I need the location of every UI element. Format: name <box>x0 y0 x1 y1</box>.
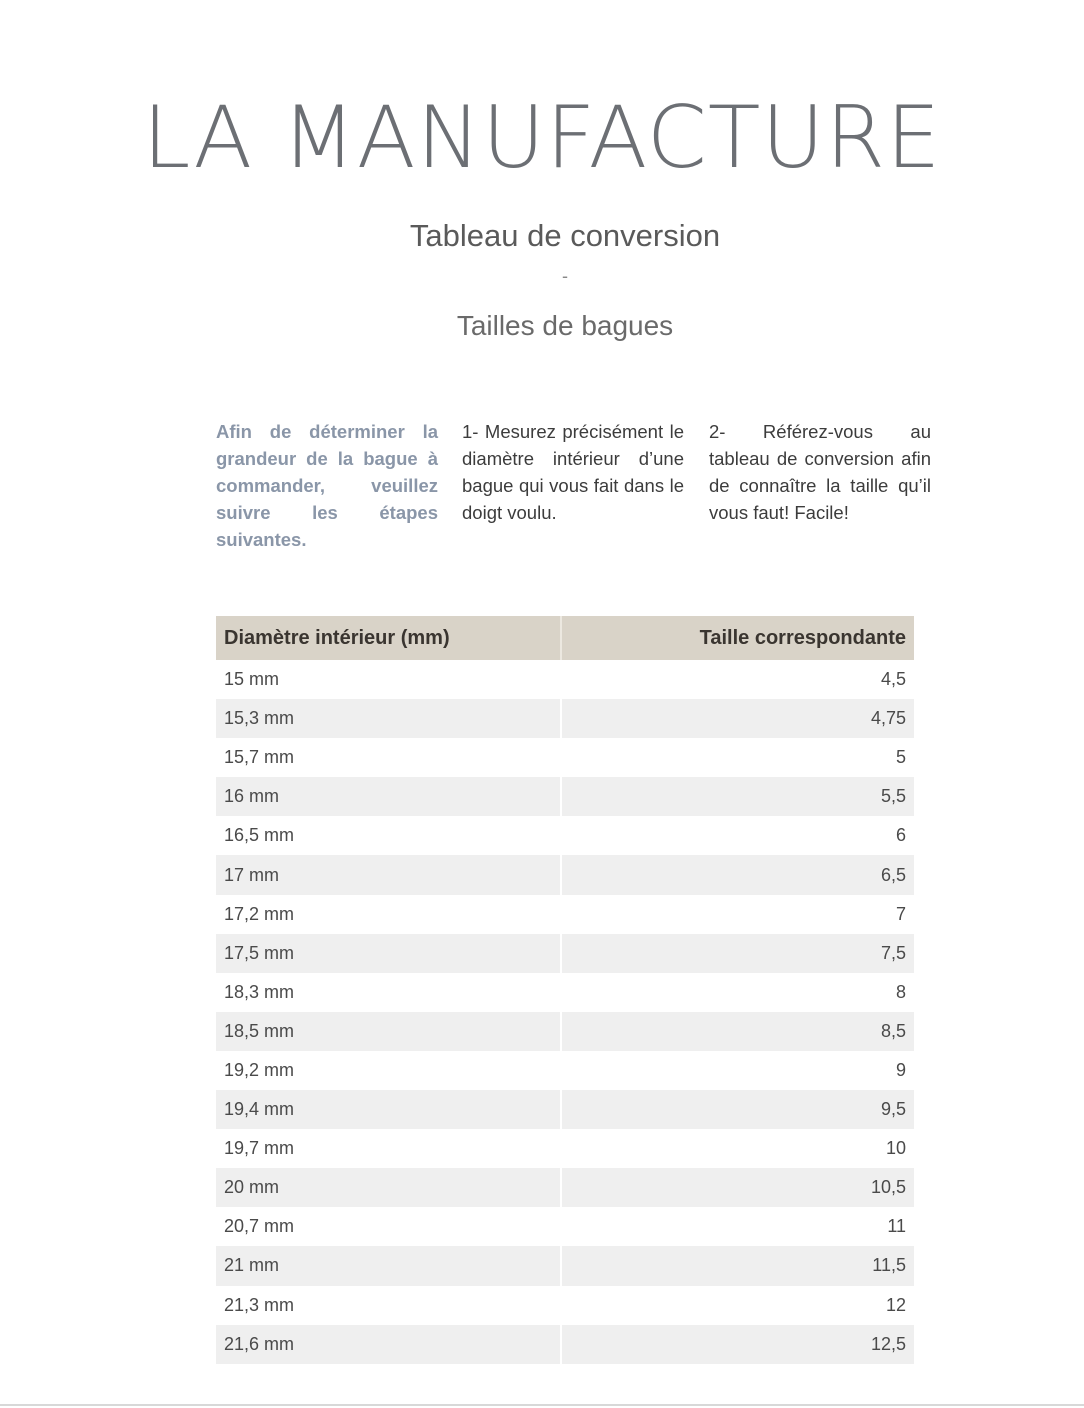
table-row <box>216 816 914 855</box>
table-row <box>216 738 914 777</box>
table-row <box>216 895 914 934</box>
table-body <box>216 660 914 1364</box>
size-cell: 4,5 <box>880 669 906 690</box>
table-header <box>216 616 914 660</box>
size-cell: 10,5 <box>870 1177 906 1198</box>
table-row <box>216 1246 914 1285</box>
title-separator: - <box>562 266 568 286</box>
table-row <box>216 660 914 699</box>
diameter-cell: 19,2 mm <box>216 1051 562 1090</box>
brand-title: LA MANUFACTURE <box>142 88 942 188</box>
diameter-cell: 18,3 mm <box>216 973 562 1012</box>
table-row <box>216 1012 914 1051</box>
table-row <box>216 1129 914 1168</box>
size-cell: 9,5 <box>880 1099 906 1120</box>
step-one-text: 1- Mesurez précisément le diamètre intérieur d’une bague qui vous fait dans le doigt voulu. <box>462 421 684 523</box>
size-cell: 5 <box>895 747 906 768</box>
conversion-table <box>216 616 914 1364</box>
table-row <box>216 934 914 973</box>
page-title: Tableau de conversion <box>409 218 721 253</box>
diameter-cell: 21,3 mm <box>216 1286 562 1325</box>
diameter-cell: 19,4 mm <box>216 1090 562 1129</box>
step-two-text: 2- Référez-vous au tableau de conversion afin de connaître la taille qu’il vous faut! Facile! <box>709 421 931 523</box>
diameter-cell: 16 mm <box>216 777 562 816</box>
intro-text: Afin de déterminer la grandeur de la bague à commander, veuillez suivre les étapes suivantes. <box>216 421 438 550</box>
size-cell: 6,5 <box>880 864 906 885</box>
table-row <box>216 1168 914 1207</box>
size-cell: 9 <box>895 1059 906 1080</box>
size-cell: 11,5 <box>872 1255 906 1276</box>
header-diameter: Diamètre intérieur (mm) <box>216 616 562 660</box>
diameter-cell: 18,5 mm <box>216 1012 562 1051</box>
diameter-cell: 15 mm <box>216 660 562 699</box>
diameter-cell: 20,7 mm <box>216 1207 562 1246</box>
table-row <box>216 855 914 894</box>
size-cell: 6 <box>895 825 906 846</box>
table-row <box>216 1286 914 1325</box>
table-row <box>216 777 914 816</box>
table-row <box>216 973 914 1012</box>
diameter-cell: 17 mm <box>216 855 562 894</box>
diameter-cell: 17,5 mm <box>216 934 562 973</box>
diameter-cell: 17,2 mm <box>216 895 562 934</box>
diameter-cell: 21 mm <box>216 1246 562 1285</box>
diameter-cell: 19,7 mm <box>216 1129 562 1168</box>
diameter-cell: 21,6 mm <box>216 1325 562 1364</box>
size-cell: 8 <box>895 981 906 1002</box>
page-subtitle: Tailles de bagues <box>456 310 674 341</box>
size-cell: 7 <box>895 903 906 924</box>
diameter-cell: 15,7 mm <box>216 738 562 777</box>
table-row <box>216 699 914 738</box>
table-row <box>216 1090 914 1129</box>
size-cell: 7,5 <box>880 942 906 963</box>
size-cell: 12 <box>885 1294 906 1315</box>
page-bottom-divider <box>0 1404 1084 1406</box>
table-row <box>216 1325 914 1364</box>
size-cell: 10 <box>885 1138 906 1159</box>
diameter-cell: 16,5 mm <box>216 816 562 855</box>
size-cell: 5,5 <box>880 786 906 807</box>
size-cell: 4,75 <box>870 708 906 729</box>
diameter-cell: 20 mm <box>216 1168 562 1207</box>
diameter-cell: 15,3 mm <box>216 699 562 738</box>
size-cell: 11 <box>887 1216 906 1237</box>
table-row <box>216 1207 914 1246</box>
table-row <box>216 1051 914 1090</box>
header-size: Taille correspondante <box>699 626 906 649</box>
size-cell: 12,5 <box>870 1333 906 1354</box>
size-cell: 8,5 <box>880 1020 906 1041</box>
